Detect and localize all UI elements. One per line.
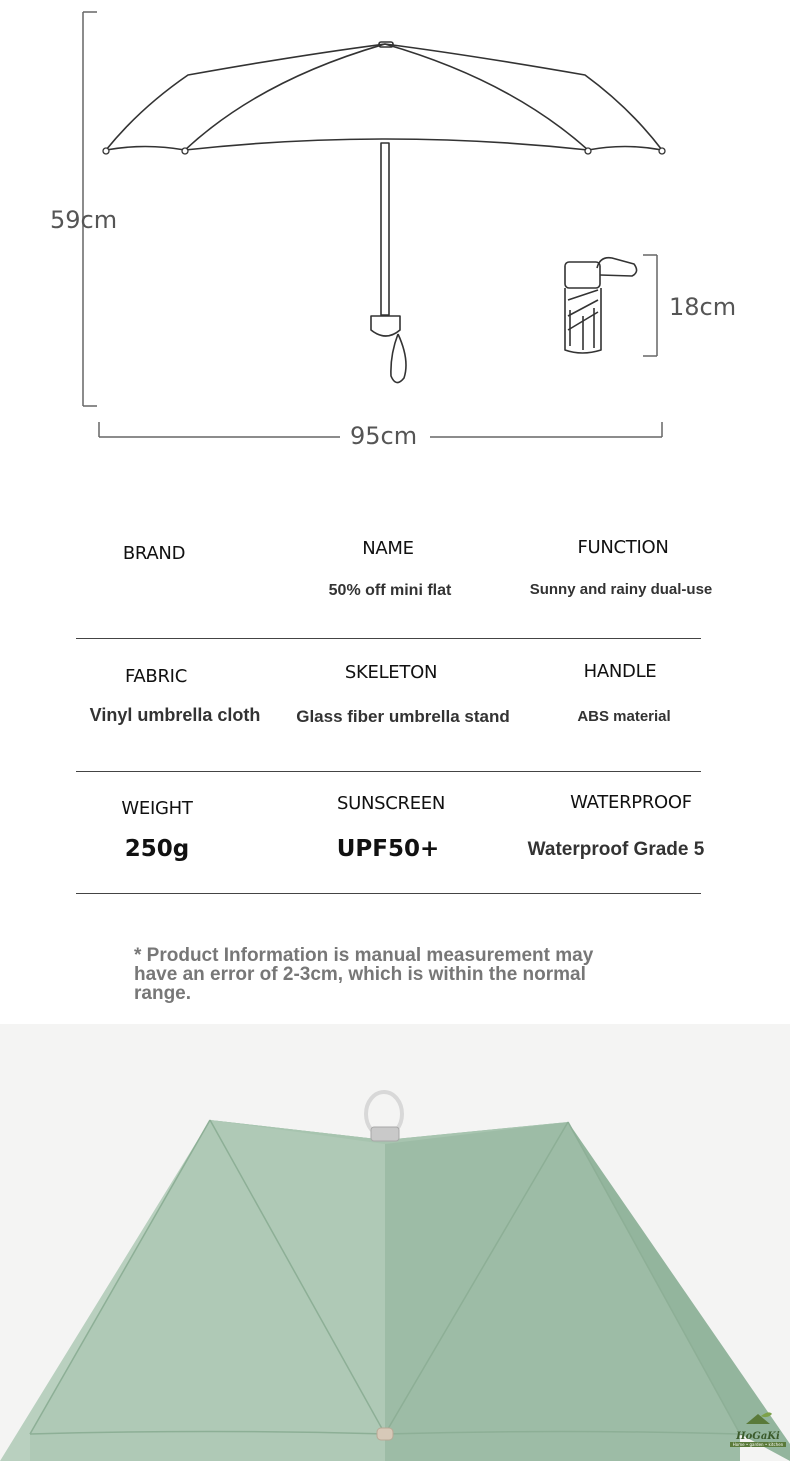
table-divider [76,638,701,639]
spec-waterproof-title: WATERPROOF [570,792,692,813]
brand-logo [730,1410,786,1447]
spec-sunscreen-title: SUNSCREEN [336,793,446,814]
folded-length-bracket [643,255,657,356]
leaf-house-icon [743,1410,773,1426]
spec-weight-title: WEIGHT [121,798,193,819]
spec-weight-value: 250g [124,836,190,862]
spec-fabric-title: FABRIC [125,666,187,687]
logo-tagline: Home • garden • kitchen [730,1442,786,1447]
product-photo [0,1024,790,1461]
open-height-label: 59cm [50,206,118,234]
spec-name-value: 50% off mini flat [328,582,452,599]
open-umbrella-outline [106,42,662,383]
spec-skeleton-title: SKELETON [344,662,438,683]
spec-function-title: FUNCTION [577,537,669,558]
green-umbrella-canopy [0,1024,790,1461]
spec-handle-value: ABS material [577,708,671,725]
spec-sunscreen-value: UPF50+ [336,836,440,862]
spec-waterproof-value: Waterproof Grade 5 [527,839,705,860]
spec-name-title: NAME [362,538,414,559]
spec-handle-title: HANDLE [583,661,657,682]
table-divider [76,771,701,772]
umbrella-dimension-diagram [0,0,790,470]
logo-name: HoGaKi [736,1431,780,1442]
spec-fabric-value: Vinyl umbrella cloth [89,705,261,725]
measurement-note: * Product Information is manual measurement may have an error of 2-3cm, which is within the normal range. [134,945,594,1004]
spec-function-value: Sunny and rainy dual-use [529,581,713,598]
table-divider [76,893,701,894]
open-width-label: 95cm [350,422,418,450]
folded-umbrella-outline [565,258,637,353]
spec-brand-title: BRAND [122,543,186,564]
folded-length-label: 18cm [669,293,737,321]
spec-skeleton-value: Glass fiber umbrella stand [296,707,510,726]
